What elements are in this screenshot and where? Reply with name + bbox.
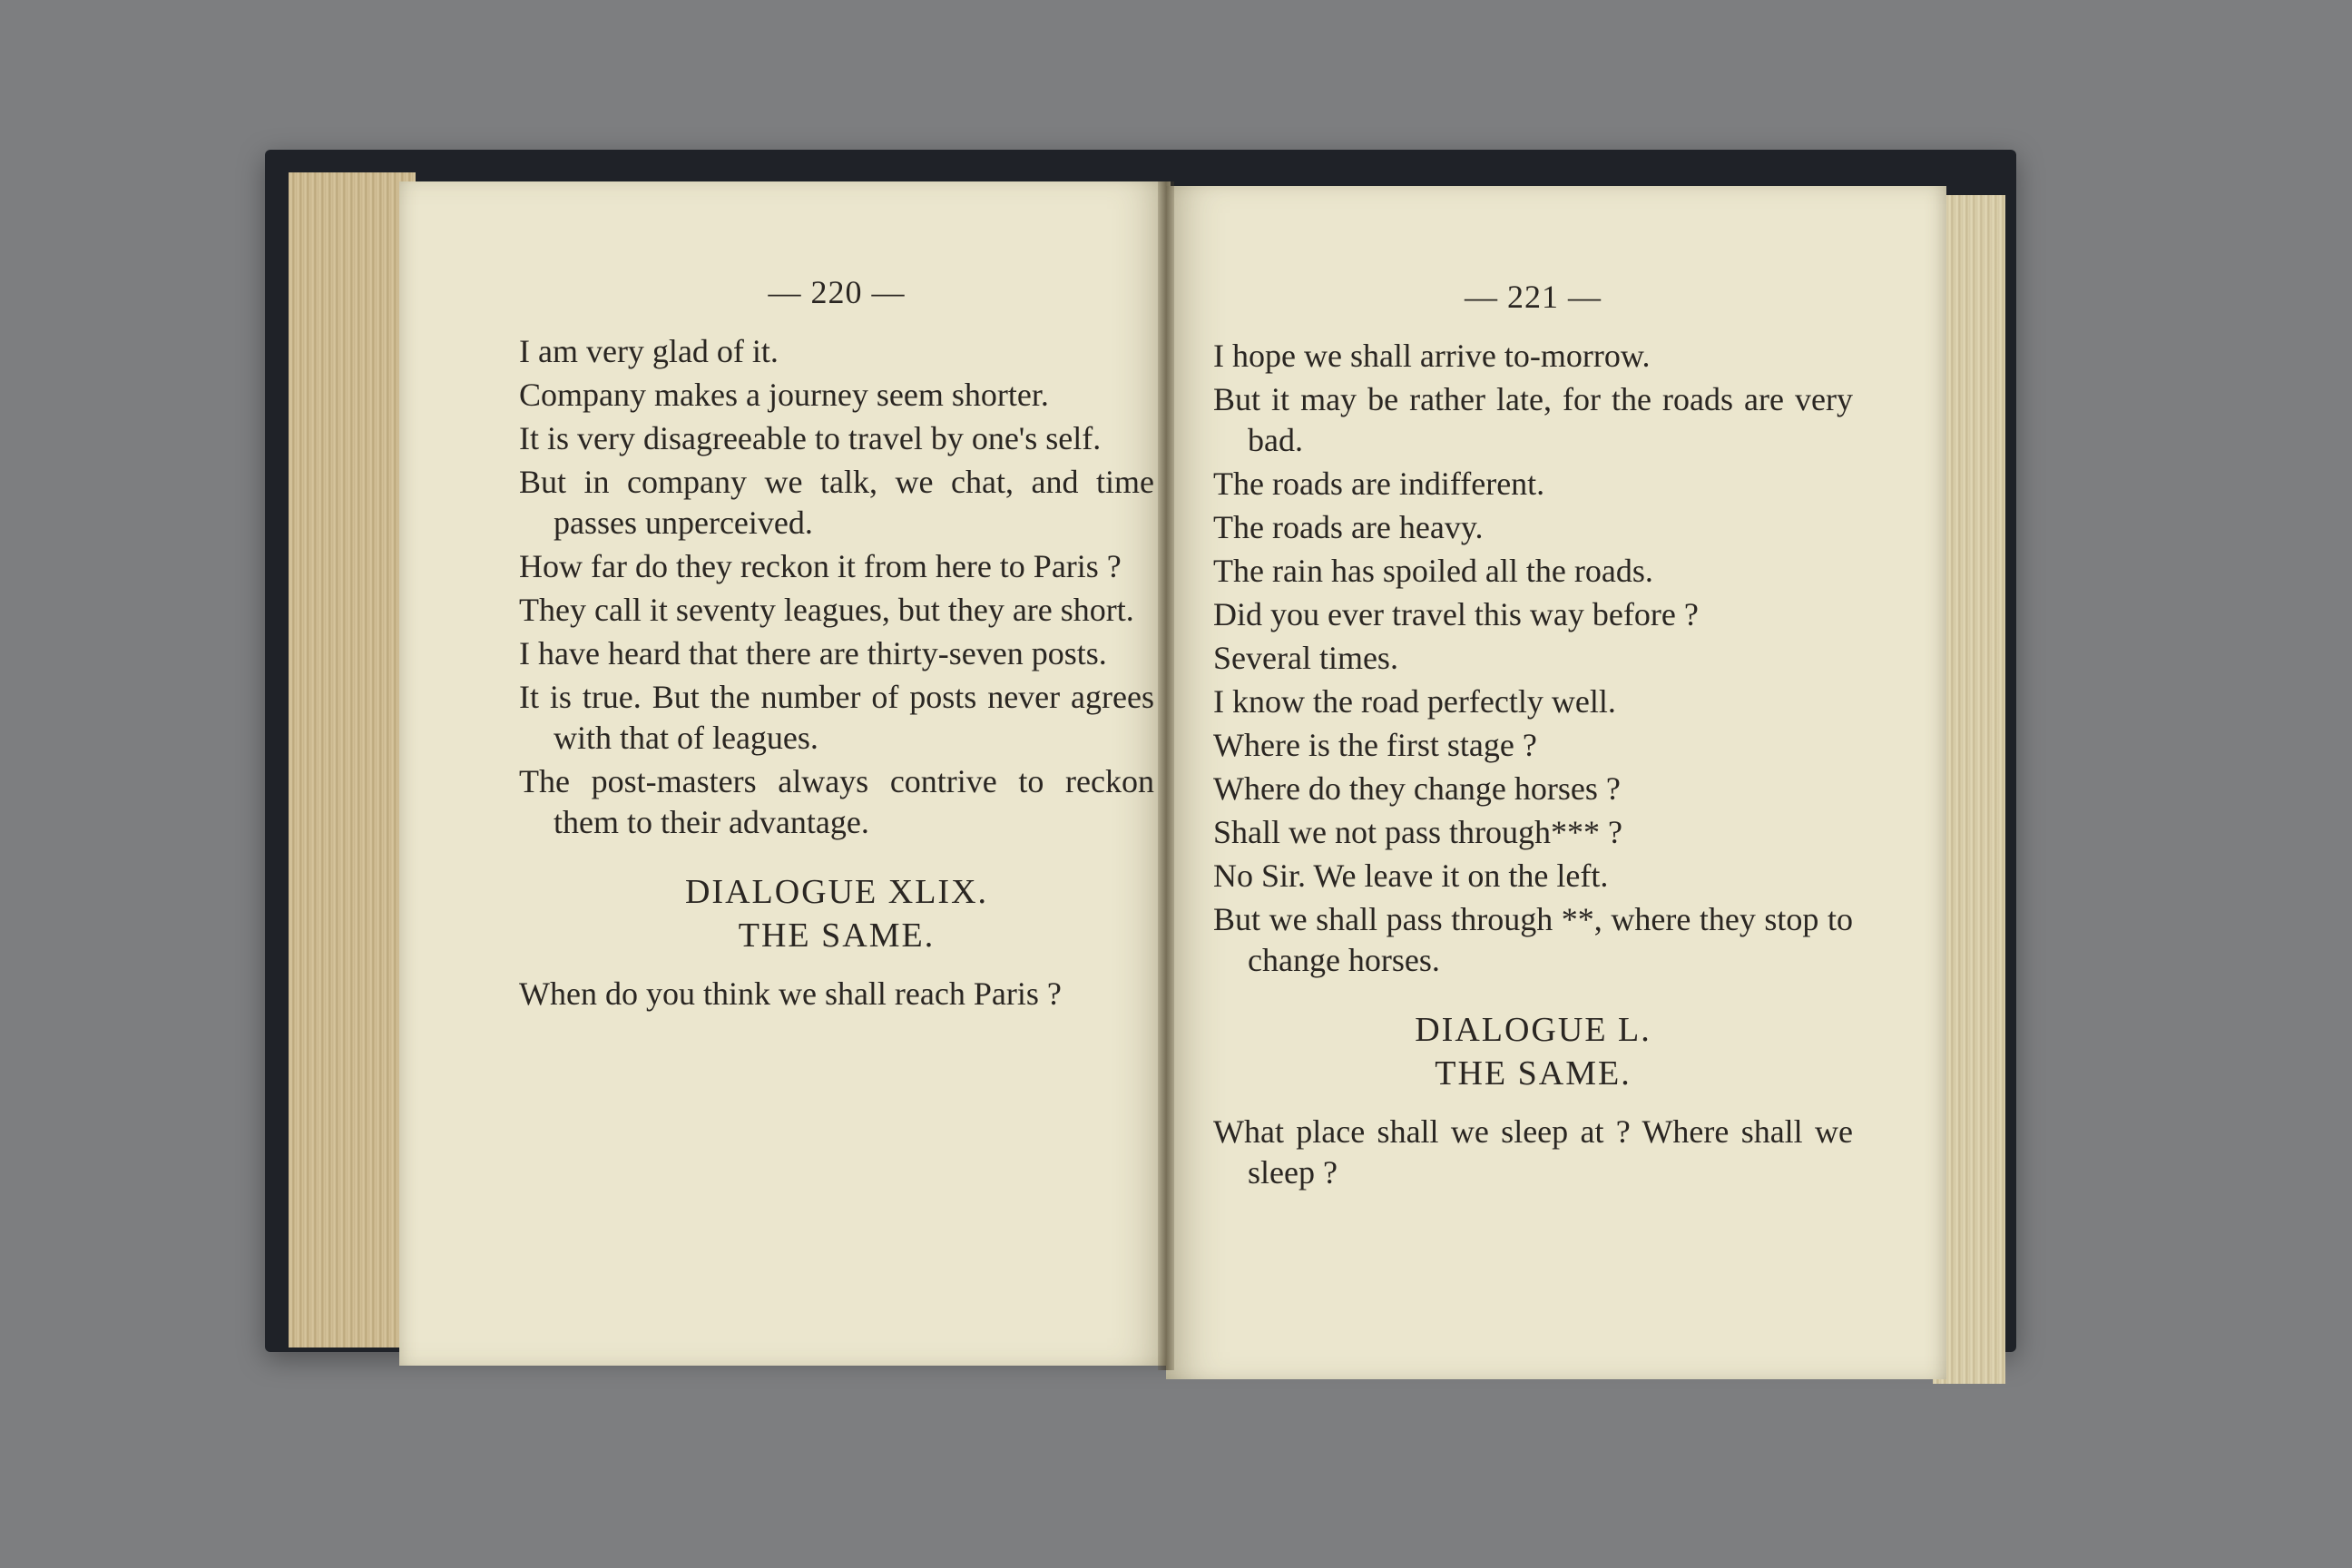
left-page	[399, 181, 1171, 1366]
dialogue-line: The roads are heavy.	[1213, 509, 1484, 545]
page-number: — 220 —	[768, 274, 906, 310]
dialogue-line: I know the road perfectly well.	[1213, 683, 1616, 720]
dialogue-line: It is very disagreeable to travel by one's self.	[519, 420, 1102, 456]
dialogue-line: Did you ever travel this way before ?	[1213, 596, 1699, 632]
book-gutter	[1158, 181, 1174, 1370]
dialogue-title: DIALOGUE XLIX.	[684, 873, 989, 911]
right-page	[1166, 186, 1946, 1379]
dialogue-line: Company makes a journey seem shorter.	[519, 377, 1049, 413]
dialogue-line: Where is the first stage ?	[1213, 727, 1537, 763]
dialogue-line: When do you think we shall reach Paris ?	[519, 975, 1062, 1012]
dialogue-line: The roads are indifferent.	[1213, 466, 1545, 502]
dialogue-line: Where do they change horses ?	[1213, 770, 1621, 807]
dialogue-line: The rain has spoiled all the roads.	[1213, 553, 1653, 589]
dialogue-line: I have heard that there are thirty-seven posts.	[519, 635, 1107, 671]
right-page-text	[1213, 277, 1853, 1196]
dialogue-line: How far do they reckon it from here to Paris ?	[519, 548, 1122, 584]
left-page-text	[519, 272, 1154, 1017]
dialogue-subtitle: THE SAME.	[738, 916, 936, 955]
dialogue-title: DIALOGUE L.	[1415, 1011, 1651, 1049]
dialogue-line: They call it seventy leagues, but they are short.	[519, 592, 1134, 628]
dialogue-line: But in company we talk, we chat, and time passes unperceived.	[519, 464, 1154, 541]
dialogue-line: The post-masters always contrive to reckon them to their advantage.	[519, 763, 1154, 840]
dialogue-subtitle: THE SAME.	[1435, 1054, 1632, 1093]
dialogue-line: What place shall we sleep at ? Where shall we sleep ?	[1213, 1113, 1853, 1191]
dialogue-line: No Sir. We leave it on the left.	[1213, 858, 1609, 894]
dialogue-line: But we shall pass through **, where they stop to change horses.	[1213, 901, 1853, 978]
page-number: — 221 —	[1465, 279, 1602, 315]
dialogue-line: It is true. But the number of posts never agrees with that of leagues.	[519, 679, 1154, 756]
dialogue-line: I hope we shall arrive to-morrow.	[1213, 338, 1651, 374]
page-edges-left	[289, 172, 416, 1348]
dialogue-line: Several times.	[1213, 640, 1398, 676]
dialogue-line: Shall we not pass through*** ?	[1213, 814, 1622, 850]
dialogue-line: But it may be rather late, for the roads are very bad.	[1213, 381, 1853, 458]
dialogue-line: I am very glad of it.	[519, 333, 779, 369]
